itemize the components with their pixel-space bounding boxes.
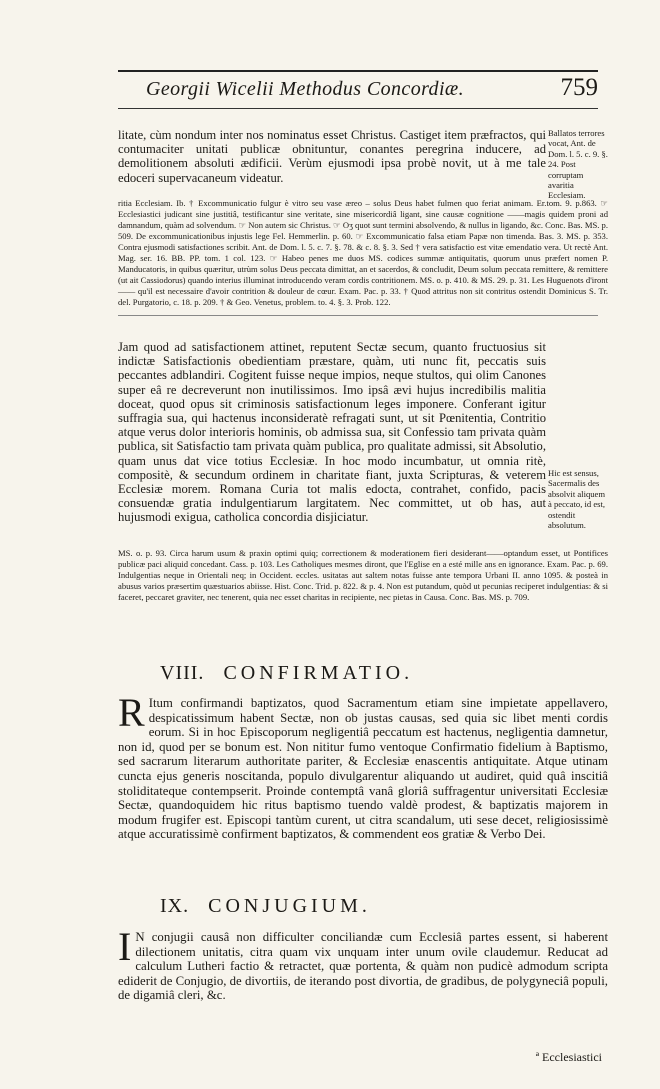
top-margin-note: Ballatos terrores vocat, Ant. de Dom. l. 5. c. 9. §. 24. Post corruptam avaritia Ecclesiam.: [548, 128, 608, 201]
top-footnotes: ritia Ecclesiam. Ib. † Excommunicatio fulgur è vitro seu vase æreo – solus Deus habet fulmen quo feriat animam. Er.tom. 9. p.863. ☞ Ecclesiastici judicant sine justitiâ, testificantur sine veritate, sine misericordiâ ligant, sine causæ cognitione ——magis quidem proni ad damnandum, quàm ad solvendum. ☞ Non autem sic Christus. ☞ Oʒ quot sunt termini absolvendo, & nullus in ligando, &c. Conc. Bas. MS. p. 509. De excommunicationibus injustis lege Fel. Hemmerlin. p. 60. ☞ Excommunicatio falsa etiam Papæ non timenda. Bas. 3. MS. p. 353. Contra ejusmodi satisfactiones scribit. Ant. de Dom. l. 5. c. 7. §. 78. & c. 8. §. 3. Sed † vera satisfactio est vitæ emendatio vera. Ut rectè Ant. Mag. ser. 16. BB. PP. tom. 1 col. 123. ☞ Habeo penes me duos MS. codices summæ antiquitatis, quorum unus præfert nomen P. Manducatoris, in quibus quæritur, utrùm solus Deus peccata dimittat, an et sacerdos, & concludit, Deum solum peccata remittere, & remittere (ut ait Cassiodorus) quando interius illuminat introducendo veram cordis contritionem. MS. o. p. 410. & MS. 29. p. 31. Les Huguenots d'iront —— qu'il est necessaire d'avoir contrition & douleur de cœur. Exam. Pac. p. 33. † Quod attritus non sit contritus ostendit Dominicus S. Tr. del. Purgatorio, c. 18. p. 209. † & Geo. Venetus, problem. to. 4. §. 3. Prob. 122.: [118, 198, 608, 307]
drop-cap: I: [118, 924, 132, 969]
catchword: ª Ecclesiastici: [535, 1050, 602, 1064]
section-numeral: IX.: [160, 895, 190, 917]
divider: [118, 315, 598, 316]
section-title: CONFIRMATIO.: [223, 662, 414, 684]
section-heading-conjugium: [160, 895, 371, 918]
confirmatio-paragraph: [118, 690, 608, 842]
running-title: Georgii Wicelii Methodus Concordiæ.: [146, 78, 465, 100]
page-number: 759: [560, 74, 598, 101]
satisfaction-footnotes: MS. o. p. 93. Circa harum usum & praxin optimi quiq; correctionem & moderationem fieri desiderant——optandum esset, ut Pontifices publicæ paci aliquid concedant. Cass. p. 103. Les Catholiques mesmes diront, que l'Eglise en a esté mille ans en ignorance. Exam. Pac. p. 69. Indulgentias neque in Orientali neq; in Occident. eccles. usitatas aut saltem notas fuisse ante tempora Urbani II. anno 1095. & posteà in abusus varios præsertim quæstuarios abiisse. Hist. Conc. Trid. p. 822. & p. 4. Non est putandum, quòd ut pecunias reciperet indulgentias: & si faceret, peccaret graviter, nec tenerent, quia nec esset charitas in recipiente, nec pietas in Causa. Conc. Bas. MS. p. 709.: [118, 548, 608, 602]
satisfaction-paragraph: Jam quod ad satisfactionem attinet, reputent Sectæ secum, quanto fructuosius sit indictæ Satisfactionis obedientiam præstare, quàm, uti nunc fit, peccatis suis peccantes adblandiri. Cogitent fuisse neque impios, neque stultos, qui olim Canones super eâ re decreverunt non inutilissimos. Imo ipsâ ævi hujus incredibilis malitia doceat, quod opus sit criminosis satisfactionum leges imponere. Conferant igitur suffragia sua, qui hactenus inconsideratè refragati sunt, ut sit Pœnitentia, Contritio atque verus dolor interioris hominis, ob admissa sua, sit Confessio tam privata quàm publica, sit Satisfactio tam privata quàm publica, pro qualitate admissi, sit Absolutio, quam unus dat vice totius Ecclesiæ. In hoc modo incumbatur, ut omnia ritè, compositè, & secundum ordinem in charitate fiant, juxta Scripturas, & veterem Ecclesiæ morem. Romana Curia tot malis edocta, contrahet, confido, pacis consuendæ gratia indulgentiarum largitatem. Nec committet, ut ob has, aut hujusmodi exigua, catholica concordia disjiciatur.: [118, 340, 546, 525]
satisfaction-margin-note: Hic est sensus, Sacermalis des absolvit aliquem à peccato, id est, ostendit absolutum.: [548, 468, 606, 531]
running-header: [118, 74, 598, 108]
section-title: CONJUGIUM.: [208, 895, 371, 917]
conjugium-paragraph: [118, 924, 608, 1003]
section-heading-confirmatio: [160, 662, 413, 685]
header-top-rule: [118, 70, 598, 72]
top-main-paragraph: litate, cùm nondum inter nos nominatus esset Christus. Castiget item præfractos, qui contumaciter unitati publicæ obnituntur, conantes peregrina inducere, ad demolitionem absoluti ædificii. Verùm ejusmodi ipsa probè novit, ut à me tale edoceri supervacaneum videatur.: [118, 128, 546, 185]
confirmatio-text: Itum confirmandi baptizatos, quod Sacramentum etiam sine impietate appellavero, despicatissimum habent Sectæ, non ob justas causas, sed quia sic libet menti cordis eorum. Si in hoc Episcoporum negligentiâ peccatum est hactenus, negligentia damnetur, non id, quod per se bonum est. Non nititur fumo ventoque Confirmatio fidelium à Baptismo, sed sacrarum literarum authoritate pariter, & Ecclesiæ enascentis antiquitate. Atque utinam cuncta ejus generis noscitanda, populo divulgarentur aliquando ut audiret, quid quâ inscitiâ stoliditateque contempserit. Proinde contemptâ vanâ gloriâ suffragentur universitati Ecclesiæ Sectæ, quandoquidem hic ritus baptismo tuendo valdè prodest, & baptizatis majorem in modum frugifer est. Episcopi tantùm curent, ut citra scandalum, uti sese decet, religiosissimè atque accuratissimè confirment baptizatos, & commendent eos gratiæ & Verbo Dei.: [118, 696, 608, 842]
header-bottom-rule: [118, 108, 598, 109]
drop-cap: R: [118, 690, 145, 735]
section-numeral: VIII.: [160, 662, 205, 684]
conjugium-text: N conjugii causâ non difficulter conciliandæ cum Ecclesiâ partes essent, si haberent dilectionem unitatis, citra quam vix unquam inter unum ovile claudemur. Reducat ad calculum Lutheri factio & retractet, quæ portenta, & quàm non pudicè admodum scripta ediderit de Conjugio, de divortiis, de iterando post divortia, de gradibus, de polygyneciâ populi, de digamiâ cleri, &c.: [118, 930, 608, 1003]
